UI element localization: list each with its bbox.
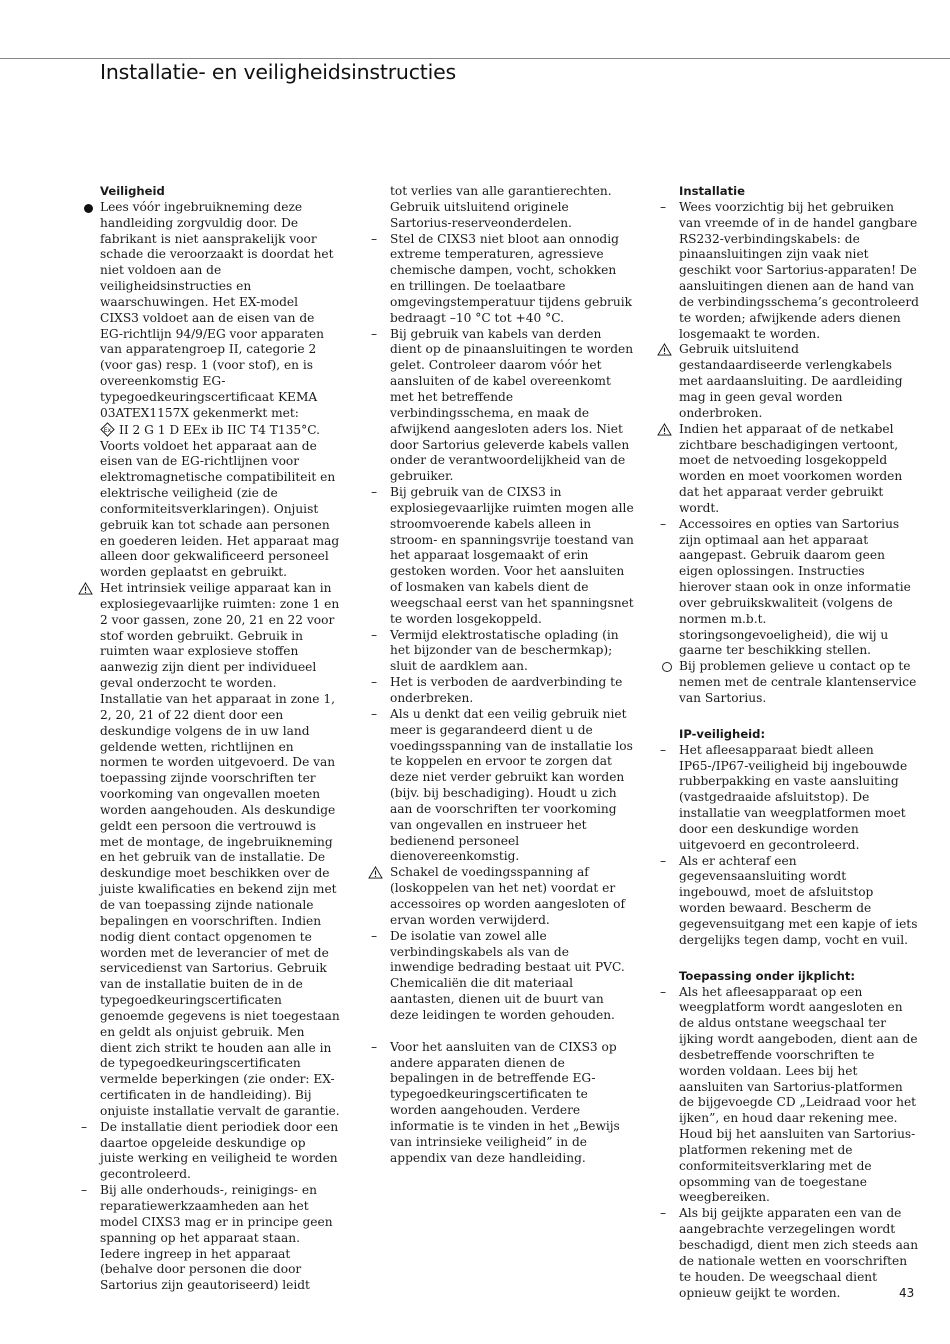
- list-item: [371, 1039, 634, 1167]
- paragraph: Voorts voldoet het apparaat aan de eisen van de EG-richtlijnen voor elektromagnetische compatibiliteit en elektrische veiligheid (zie de conformiteitsverklaringen). Onjuist gebruik kan tot schade aan personen en goederen leiden. Het apparaat mag alleen door gekwalificeerd personeel worden geplaatst en gebruikt.: [100, 438, 340, 580]
- column-2: [371, 184, 634, 1166]
- dash-marker: –: [371, 928, 378, 943]
- dash-marker: –: [371, 675, 378, 690]
- list-item-text: Bij gebruik van de CIXS3 in explosiegevaarlijke ruimten mogen alle stroomvoerende kabels alleen in stroom- en spanningsvrije toestand van het apparaat losgemaakt of erin gestoken worden. Voor het aansluiten of losmaken van kabels dient de weegschaal eerst van het spanningsnet te worden losgekoppeld.: [390, 485, 634, 626]
- dash-marker: –: [371, 326, 378, 341]
- dash-marker: –: [371, 627, 378, 642]
- dash-marker: –: [660, 516, 667, 531]
- dash-marker: –: [660, 1206, 667, 1221]
- list-item: [371, 928, 634, 1024]
- warning-text: Indien het apparaat of de netkabel zichtbare beschadigingen vertoont, moet de netvoeding losgekoppeld worden en moet voorkomen worden dat het apparaat verder gebruikt wordt.: [679, 421, 903, 515]
- dash-marker: –: [371, 1039, 378, 1054]
- warning-triangle-icon: [78, 582, 93, 595]
- page-title: Installatie- en veiligheidsinstructies: [100, 60, 457, 84]
- list-item-text: De installatie dient periodiek door een daartoe opgeleide deskundige op juiste werking en veiligheid te worden gecontroleerd.: [100, 1119, 339, 1182]
- list-item: [81, 1183, 340, 1294]
- list-item-text: Als u denkt dat een veilig gebruik niet meer is gegarandeerd dient u de voedingsspanning van de installatie los te koppelen en ervoor te zorgen dat deze niet verder gebruikt kan worden (bijv. bij beschadiging). Houdt u zich aan de voorschriften ter voorkoming van ongevallen en instrueer het bedienend personeel dienovereenkomstig.: [390, 706, 633, 864]
- list-item-text: Bij gebruik van kabels van derden dient op de pinaansluitingen te worden gelet. Controleer daarom vóór het aansluiten of de kabel overeenkomt met het betreffende verbindingsschema, en maak de afwijkend aangesloten aders los. Niet door Sartorius geleverde kabels vallen onder de verantwoordelijkheid van de gebruiker.: [390, 326, 634, 484]
- warning-item: [390, 865, 634, 928]
- dash-marker: –: [660, 199, 667, 214]
- column-3: [660, 184, 919, 1301]
- section-heading-ijkplicht: Toepassing onder ijkplicht:: [679, 968, 856, 983]
- list-item: [371, 627, 634, 676]
- list-item-text: Vermijd elektrostatische oplading (in het bijzonder van de beschermkap); sluit de aardklem aan.: [390, 627, 619, 674]
- paragraph-text: Het intrinsiek veilige apparaat kan in explosiegevaarlijke ruimten: zone 1 en 2 voor gassen, zone 20, 21 en 22 voor stof worden gebruikt. Gebruik in ruimten waar explosieve stoffen aanwezig zijn dient per individueel geval onderzocht te worden. Installatie van het apparaat in zone 1, 2, 20, 21 of 22 dient door een deskundige volgens de in uw land geldende wetten, richtlijnen en normen te worden uitgevoerd. De van toepassing zijnde voorschriften ter voorkoming van ongevallen moeten worden aangehouden. Als deskundige geldt een persoon die vertrouwd is met de montage, de ingebruikneming en het gebruik van de installatie. De deskundige moet beschikken over de juiste kwalificaties en bekend zijn met de van toepassing zijnde nationale bepalingen en voorschriften. Indien nodig dient contact opgenomen te worden met de leverancier of met de servicedienst van Sartorius. Gebruik van de installatie buiten de in de typegoedkeuringscertificaten genoemde gegevens is niet toegestaan en geldt als onjuist gebruik. Men dient zich strikt te houden aan alle in de typegoedkeuringscertificaten vermelde beperkingen (zie onder: EX-certificaten in de handleiding). Bij onjuiste installatie vervalt de garantie.: [100, 581, 340, 1118]
- spacer: [679, 949, 919, 969]
- list-item: [660, 199, 919, 343]
- list-item: [371, 326, 634, 485]
- dash-marker: –: [371, 485, 378, 500]
- list-item: [371, 675, 634, 707]
- ex-mark-icon: [100, 422, 115, 437]
- page-number: 43: [899, 1286, 915, 1300]
- warning-item: [679, 342, 919, 421]
- warning-item: [679, 422, 919, 517]
- ex-marking-text: II 2 G 1 D EEx ib IIC T4 T135°C.: [119, 422, 320, 437]
- list-item: [660, 1206, 919, 1301]
- header-rule: [0, 58, 950, 59]
- list-item-text: Accessoires en opties van Sartorius zijn optimaal aan het apparaat aangepast. Gebruik daarom geen eigen oplossingen. Instructies hierover staan ook in onze informatie over gebruikskwaliteit (volgens de normen m.b.t. storingsongevoeligheid), die wij u gaarne ter beschikking stellen.: [679, 516, 911, 658]
- list-item-text: Bij alle onderhouds-, reinigings- en reparatiewerkzaamheden aan het model CIXS3 mag er in principe geen spanning op het apparaat staan. Iedere ingreep in het apparaat (behalve door personen die door Sartorius zijn geautoriseerd) leidt: [100, 1183, 333, 1293]
- warning-triangle-icon: [368, 866, 383, 879]
- warning-triangle-icon: [657, 423, 672, 436]
- dash-marker: –: [660, 853, 667, 868]
- list-item: [371, 706, 634, 865]
- list-item-text: Het afleesapparaat biedt alleen IP65-/IP67-veiligheid bij ingebouwde rubberpakking en vaste aansluiting (vastgedraaide afsluitstop). De installatie van weegplatformen moet door een deskundige worden uitgevoerd en gecontroleerd.: [679, 742, 908, 852]
- info-item: [679, 659, 919, 707]
- dash-marker: –: [371, 231, 378, 246]
- dash-marker: –: [660, 742, 667, 757]
- warning-triangle-icon: [657, 343, 672, 356]
- section-heading-ip-veiligheid: IP-veiligheid:: [679, 726, 766, 741]
- list-item: [660, 516, 919, 660]
- section-heading-installatie: Installatie: [679, 184, 745, 198]
- list-item: [371, 231, 634, 327]
- paragraph-text: Lees vóór ingebruikneming deze handleiding zorgvuldig door. De fabrikant is niet aansprakelijk voor schade die veroorzaakt is doordat het niet voldoen aan de veiligheidsinstructies en waarschuwingen. Het EX-model CIXS3 voldoet aan de eisen van de EG-richtlijn 94/9/EG voor apparaten van apparatengroep II, categorie 2 (voor gas) resp. 1 (voor stof), en is overeenkomstig EG-typegoedkeuringscertificaat KEMA 03ATEX1157X gekenmerkt met:: [100, 199, 334, 420]
- section-heading-veiligheid: Veiligheid: [100, 184, 165, 198]
- list-item: [660, 853, 919, 949]
- dash-marker: –: [371, 706, 378, 721]
- list-item-text: Als bij geijkte apparaten een van de aangebrachte verzegelingen wordt beschadigd, dient men zich steeds aan de nationale wetten en voorschriften te houden. De weegschaal dient opnieuw geijkt te worden.: [679, 1206, 919, 1300]
- list-item-text: Als het afleesapparaat op een weegplatform wordt aangesloten en de aldus ontstane weegschaal ter ijking wordt aangeboden, dient aan de desbetreffende voorschriften te worden voldaan. Lees bij het aansluiten van Sartorius-platformen de bijgevoegde CD „Leidraad voor het ijken”, en houd daar rekening mee. Houd bij het aansluiten van Sartorius-platformen rekening met de conformiteitsverklaring met de opsomming van de toegestane weegbereiken.: [679, 984, 918, 1205]
- list-item-text: Wees voorzichtig bij het gebruiken van vreemde of in de handel gangbare RS232-verbindingskabels: de pinaansluitingen zijn vaak niet geschikt voor Sartorius-apparaten! De aansluitingen dienen aan de hand van de verbindingsschema’s gecontroleerd te worden; afwijkende aders dienen losgemaakt te worden.: [679, 199, 919, 341]
- dash-marker: –: [81, 1183, 88, 1198]
- dash-marker: –: [81, 1119, 88, 1134]
- list-item-text: De isolatie van zowel alle verbindingskabels als van de inwendige bedrading bestaat uit PVC. Chemicaliën die dit materiaal aantasten, dienen uit de buurt van deze leidingen te worden gehouden.: [390, 928, 625, 1022]
- info-text: Bij problemen gelieve u contact op te nemen met de centrale klantenservice van Sartorius.: [679, 659, 917, 705]
- list-item: [81, 1119, 340, 1183]
- list-item: [660, 742, 919, 854]
- bullet-icon: [84, 204, 93, 213]
- list-item: [100, 200, 340, 422]
- list-item-text: Als er achteraf een gegevensaansluiting wordt ingebouwd, moet de afsluitstop worden bewaard. Bescherm de gegevensuitgang met een kapje of iets dergelijks tegen damp, vocht en vuil.: [679, 853, 918, 947]
- warning-text: Gebruik uitsluitend gestandaardiseerde verlengkabels met aardaansluiting. De aardleiding mag in geen geval worden onderbroken.: [679, 342, 903, 420]
- list-item-text: Het is verboden de aardverbinding te onderbreken.: [390, 675, 623, 705]
- warning-item: [100, 581, 340, 1120]
- list-item-text: Voor het aansluiten van de CIXS3 op andere apparaten dienen de bepalingen in de betreffende EG-typegoedkeuringscertificaten te worden aangehouden. Verdere informatie is te vinden in het „Bewijs van intrinsieke veiligheid” in de appendix van deze handleiding.: [390, 1039, 620, 1165]
- paragraph: tot verlies van alle garantierechten. Gebruik uitsluitend originele Sartorius-reserveonderdelen.: [390, 184, 612, 230]
- list-item-text: Stel de CIXS3 niet bloot aan onnodig extreme temperaturen, agressieve chemische dampen, vocht, schokken en trillingen. De toelaatbare omgevingstemperatuur tijdens gebruik bedraagt –10 °C tot +40 °C.: [390, 231, 633, 325]
- list-item: [371, 485, 634, 628]
- spacer: [390, 1024, 634, 1040]
- dash-marker: –: [660, 984, 667, 999]
- list-item: [660, 984, 919, 1207]
- ex-marking-line: [100, 422, 340, 439]
- svg-text:Ex: Ex: [103, 426, 112, 434]
- circle-icon: [662, 662, 672, 672]
- column-1: [81, 184, 340, 1294]
- warning-text: Schakel de voedingsspanning af (loskoppelen van het net) voordat er accessoires op worden aangesloten of ervan worden verwijderd.: [390, 865, 625, 927]
- spacer: [679, 707, 919, 727]
